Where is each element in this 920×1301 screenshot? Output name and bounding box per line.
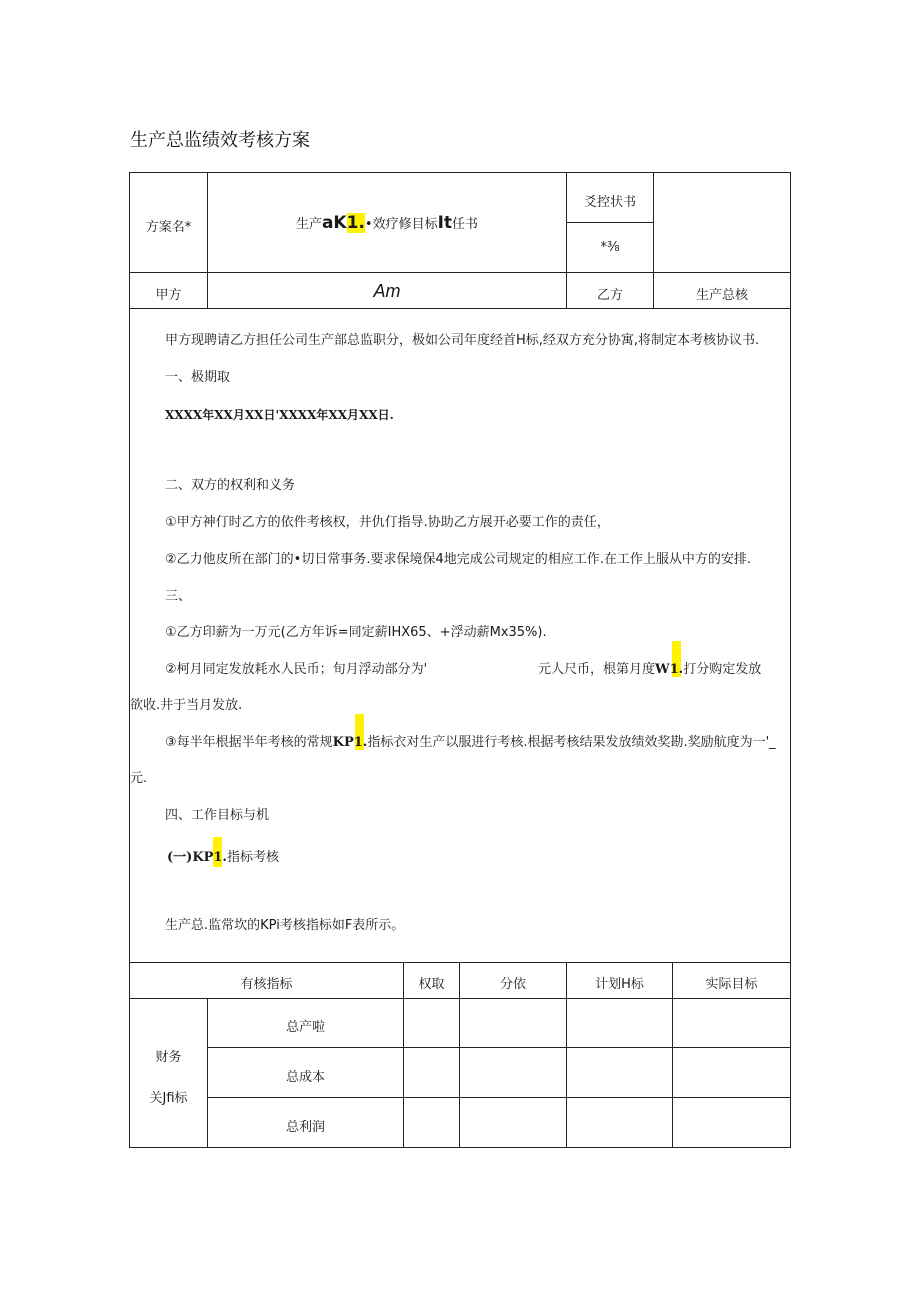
plan-name-part: 任书 bbox=[452, 217, 479, 232]
party-a-value: Am bbox=[373, 281, 401, 301]
text-part: ③每半年根据半年考核的常规 bbox=[165, 735, 333, 750]
kpi-row-label: 总产啦 bbox=[285, 1020, 325, 1035]
section-4-note: 生产总.监常坎的KPi考核指标如F表所示。 bbox=[165, 918, 405, 933]
plan-name-value bbox=[208, 213, 566, 233]
party-a-label: 甲方 bbox=[155, 288, 182, 303]
text-part: 元人尺币，根第月度 bbox=[538, 662, 656, 677]
control-sub: *⅜ bbox=[600, 240, 620, 255]
text-part: 打分购定发放 bbox=[683, 662, 762, 677]
section-4-title: 四、工作目标与机 bbox=[165, 808, 270, 823]
section-3-para-2 bbox=[538, 658, 761, 677]
kpi-header-indicator: 有核指标 bbox=[240, 977, 293, 992]
section-3-para-2-cont: 欲收.井于当月发放. bbox=[130, 698, 243, 713]
section-3-title: 三、 bbox=[165, 589, 192, 604]
text-part: 指标衣对生产以服进行考核.根据考核结果发放绩效奖勘.奖励航度为一'_ bbox=[367, 735, 776, 750]
section-2-para-1: ①甲方神仃时乙方的依件考核权，井仇仃指导.协助乙方展开必要工作的责任， bbox=[165, 515, 610, 530]
intro-paragraph: 甲方现聘请乙方担任公司生产部总监职分，极如公司年度经首H标,经双方充分协寓,将制定本考核协议书. bbox=[165, 333, 760, 348]
kpi-header-score: 分依 bbox=[499, 977, 526, 992]
section-3-para-2a: ②柯月同定发放耗水人民币；旬月浮动部分为' bbox=[165, 662, 428, 677]
section-3-para-3 bbox=[165, 731, 776, 750]
text-part: 指标考核 bbox=[226, 850, 279, 865]
text-highlight: KP1. bbox=[192, 850, 227, 865]
party-b-label: 乙方 bbox=[596, 288, 623, 303]
kpi-row-label: 总成本 bbox=[285, 1070, 325, 1085]
kpi-header-weight: 权取 bbox=[418, 977, 445, 992]
section-1-title: 一、极期取 bbox=[165, 370, 231, 385]
text-highlight: KP1. bbox=[332, 735, 368, 750]
plan-name-label: 方案名* bbox=[145, 220, 192, 235]
plan-name-part: •效疗修目标 bbox=[364, 217, 438, 232]
control-label: 爻控状书 bbox=[583, 195, 636, 210]
kpi-header-actual: 实际目标 bbox=[705, 977, 758, 992]
plan-name-part: 生产 bbox=[295, 217, 322, 232]
section-3-para-1: ①乙方印薪为一万元(乙方年诉=同定薪IHX65、+浮动薪Mx35%). bbox=[165, 625, 547, 640]
section-2-para-2: ②乙力他皮所在部门的•切日常事务.要求保境保4地完成公司规定的相应工作.在工作上服从中方的安排. bbox=[165, 552, 751, 567]
plan-name-part: It bbox=[437, 213, 453, 233]
text-highlight: W1. bbox=[655, 662, 684, 677]
kpi-group-label: 关Jfi标 bbox=[149, 1091, 188, 1106]
text-part: (一) bbox=[167, 850, 193, 865]
party-b-value: 生产总核 bbox=[695, 288, 748, 303]
plan-name-highlight: 1. bbox=[346, 213, 365, 233]
section-3-para-3-cont: 元. bbox=[130, 771, 148, 786]
section-2-title: 二、双方的权利和义务 bbox=[165, 478, 296, 493]
kpi-group-label: 财务 bbox=[155, 1050, 182, 1065]
section-1-date: XXXX年XX月XX日'XXXX年XX月XX日. bbox=[165, 408, 394, 422]
plan-name-part: aK bbox=[321, 213, 347, 233]
kpi-row-label: 总利润 bbox=[285, 1120, 325, 1135]
section-4-subtitle bbox=[167, 846, 279, 865]
kpi-header-plan: 计划H标 bbox=[595, 977, 644, 992]
document-title: 生产总监绩效考核方案 bbox=[130, 130, 310, 151]
